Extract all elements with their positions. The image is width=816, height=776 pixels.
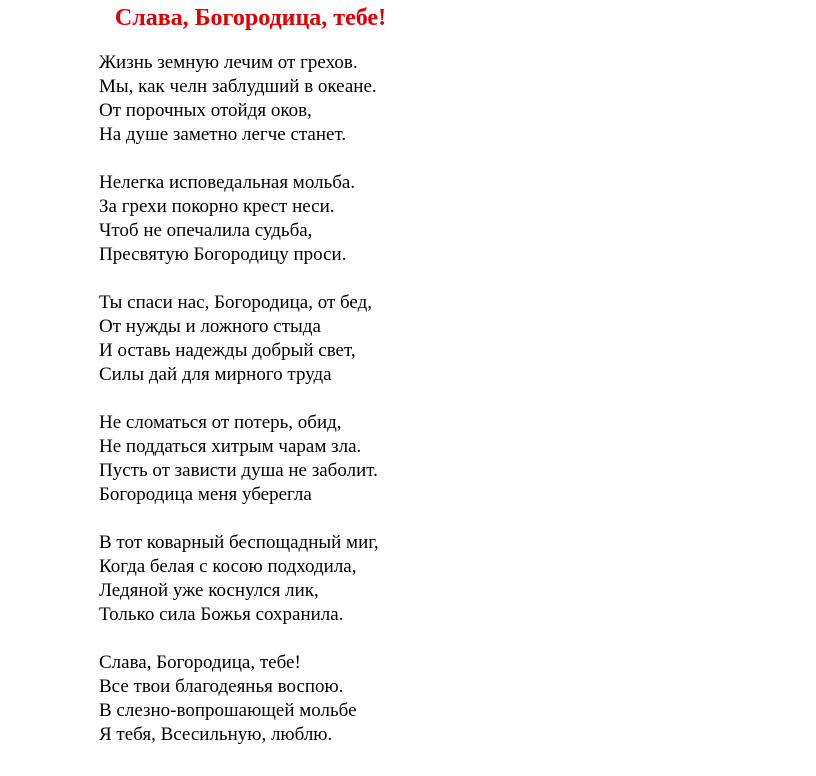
poem-line: На душе заметно легче станет. [99, 124, 347, 145]
poem-line: Силы дай для мирного труда [99, 364, 332, 385]
poem-line: И оставь надежды добрый свет, [99, 340, 356, 361]
poem-line: Чтоб не опечалила судьба, [99, 220, 313, 241]
stanza-4 [99, 411, 379, 507]
poem-line: Пусть от зависти душа не заболит. [99, 460, 378, 481]
poem-line: Когда белая с косою подходила, [99, 556, 357, 577]
poem-line: Не поддаться хитрым чарам зла. [99, 436, 362, 457]
stanza-1 [99, 51, 379, 147]
poem-line: Только сила Божья сохранила. [99, 604, 344, 625]
stanza-3 [99, 291, 379, 387]
poem-line: Слава, Богородица, тебе! [99, 652, 301, 673]
poem-line: Я тебя, Всесильную, люблю. [99, 724, 333, 745]
poem-line: Ты спаси нас, Богородица, от бед, [99, 292, 373, 313]
poem-line: В тот коварный беспощадный миг, [99, 532, 379, 553]
poem-line: За грехи покорно крест неси. [99, 196, 335, 217]
poem-line: Все твои благодеянья воспою. [99, 676, 344, 697]
poem-line: Богородица меня уберегла [99, 484, 312, 505]
poem-line: Жизнь земную лечим от грехов. [99, 52, 358, 73]
poem-line: Ледяной уже коснулся лик, [99, 580, 319, 601]
poem-line: От порочных отойдя оков, [99, 100, 312, 121]
poem-line: Нелегка исповедальная мольба. [99, 172, 356, 193]
stanza-6 [99, 651, 379, 747]
poem-line: Не сломаться от потерь, обид, [99, 412, 342, 433]
poem-title: Слава, Богородица, тебе! [114, 5, 387, 31]
poem-line: В слезно-вопрошающей мольбе [99, 700, 357, 721]
poem-body [99, 51, 379, 771]
poem-line: Мы, как челн заблудший в океане. [99, 76, 377, 97]
stanza-2 [99, 171, 379, 267]
stanza-5 [99, 531, 379, 627]
poem-line: Пресвятую Богородицу проси. [99, 244, 347, 265]
poem-line: От нужды и ложного стыда [99, 316, 321, 337]
